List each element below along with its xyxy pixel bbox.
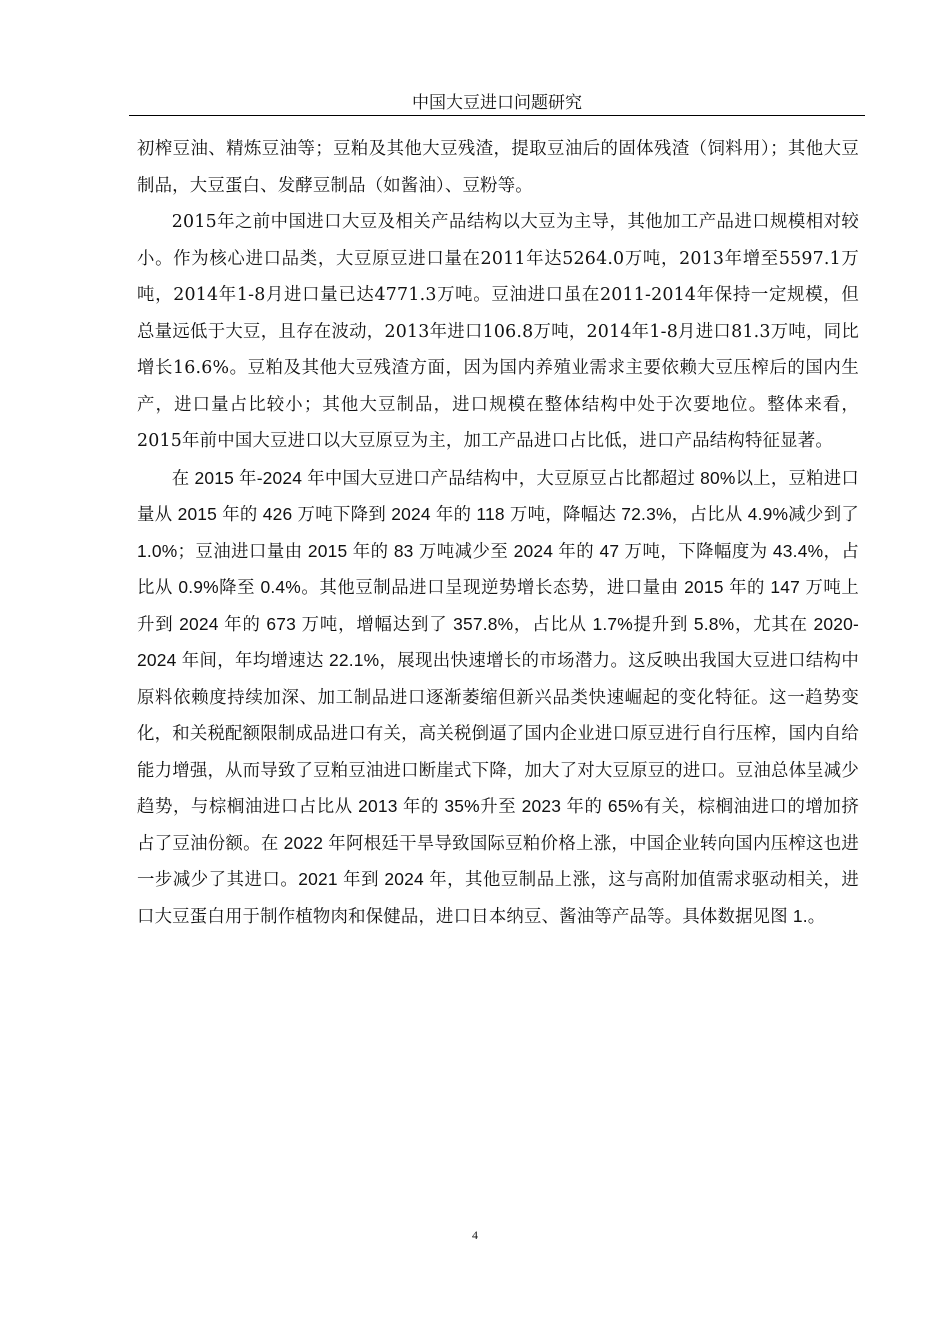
header-divider	[129, 115, 865, 116]
paragraph-continuation: 初榨豆油、精炼豆油等；豆粕及其他大豆残渣，提取豆油后的固体残渣（饲料用）；其他大豆制品，大豆蛋白、发酵豆制品（如酱油）、豆粉等。	[137, 139, 859, 196]
page-number: 4	[472, 1228, 478, 1242]
paragraph-2015-2024-structure: 在 2015 年-2024 年中国大豆进口产品结构中，大豆原豆占比都超过 80%以上，豆粕进口量从 2015 年的 426 万吨下降到 2024 年的 118 万吨，降幅达 72.3%，占比从 4.9%减少到了 1.0%；豆油进口量由 2015 年的 83 万吨减少至 2024 年的 47 万吨，下降幅度为 43.4%，占比从 0.9%降至 0.4%。其他豆制品进口呈现逆势增长态势，进口量由 2015 年的 147 万吨上升到 2024 年的 673 万吨，增幅达到了 357.8%，占比从 1.7%提升到 5.8%，尤其在 2020-2024 年间，年均增速达 22.1%，展现出快速增长的市场潜力。这反映出我国大豆进口结构中原料依赖度持续加深、加工制品进口逐渐萎缩但新兴品类快速崛起的变化特征。这一趋势变化，和关税配额限制成品进口有关，高关税倒逼了国内企业进口原豆进行自行压榨，国内自给能力增强，从而导致了豆粕豆油进口断崖式下降，加大了对大豆原豆的进口。豆油总体呈减少趋势，与棕榈油进口占比从 2013 年的 35%升至 2023 年的 65%有关，棕榈油进口的增加挤占了豆油份额。在 2022 年阿根廷干旱导致国际豆粕价格上涨，中国企业转向国内压榨这也进一步减少了其进口。2021 年到 2024 年，其他豆制品上涨，这与高附加值需求驱动相关，进口大豆蛋白用于制作植物肉和保健品，进口日本纳豆、酱油等产品等。具体数据见图 1.。	[137, 467, 859, 926]
body-text	[137, 131, 859, 934]
running-header-title: 中国大豆进口问题研究	[412, 93, 582, 113]
paragraph-pre-2015-structure: 2015年之前中国进口大豆及相关产品结构以大豆为主导，其他加工产品进口规模相对较小。作为核心进口品类，大豆原豆进口量在2011年达5264.0万吨，2013年增至5597.1万吨，2014年1-8月进口量已达4771.3万吨。豆油进口虽在2011-2014年保持一定规模，但总量远低于大豆，且存在波动，2013年进口106.8万吨，2014年1-8月进口81.3万吨，同比增长16.6%。豆粕及其他大豆残渣方面，因为国内养殖业需求主要依赖大豆压榨后的国内生产，进口量占比较小；其他大豆制品，进口规模在整体结构中处于次要地位。整体来看，2015年前中国大豆进口以大豆原豆为主，加工产品进口占比低，进口产品结构特征显著。	[137, 212, 859, 451]
